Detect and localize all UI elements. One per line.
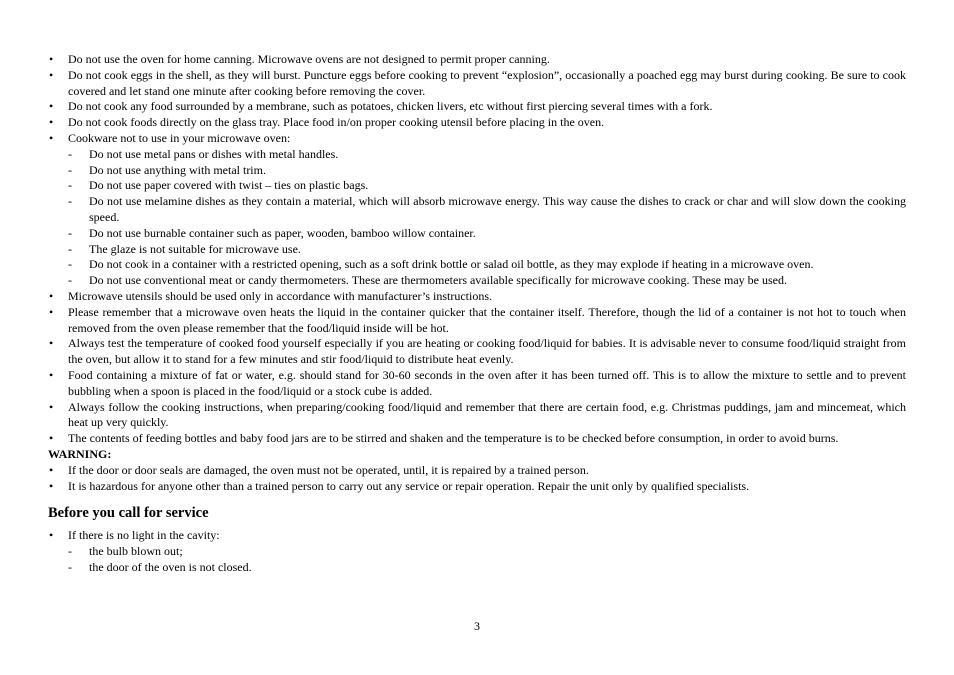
list-item-text: The contents of feeding bottles and baby food jars are to be stirred and shaken and the temperature is to be checked before consumption, in order to avoid burns.	[68, 431, 839, 446]
list-item-text: If there is no light in the cavity:	[68, 528, 220, 543]
bullet-icon: •	[49, 336, 54, 351]
list-item-text: Do not cook eggs in the shell, as they will burst. Puncture eggs before cooking to prevent “explosion”, occasionally a poached egg may burst during cooking. Be sure to cook covered and let stand one minute after cooking before removing the cover.	[68, 67, 906, 98]
sub-list-item	[48, 273, 906, 289]
list-item	[48, 368, 906, 400]
list-item-text: Please remember that a microwave oven heats the liquid in the container quicker that the container itself. Therefore, though the lid of a container is not hot to touch when removed from the oven please remember that the food/liquid inside will be hot.	[68, 304, 906, 335]
bullet-icon: •	[49, 478, 54, 493]
list-item-text: Always follow the cooking instructions, when preparing/cooking food/liquid and remember that there are certain food, e.g. Christmas puddings, jam and mincemeat, which heat up very quickly.	[68, 399, 906, 430]
list-item-text: Do not cook foods directly on the glass tray. Place food in/on proper cooking utensil before placing in the oven.	[68, 115, 605, 130]
sub-list-item	[48, 194, 906, 226]
bullet-icon: •	[49, 67, 54, 82]
list-item	[48, 431, 906, 447]
sub-list-item-text: the bulb blown out;	[89, 544, 183, 559]
list-item-text: Do not use the oven for home canning. Microwave ovens are not designed to permit proper canning.	[68, 52, 550, 66]
list-item-text: It is hazardous for anyone other than a trained person to carry out any service or repair operation. Repair the unit only by qualified specialists.	[68, 478, 750, 493]
bullet-icon: •	[49, 528, 54, 543]
list-item-text: Cookware not to use in your microwave oven:	[68, 130, 291, 145]
dash-icon: -	[68, 225, 72, 240]
cookware-list	[48, 147, 906, 289]
dash-icon: -	[68, 146, 72, 161]
list-item	[48, 479, 906, 495]
warning-list	[48, 463, 906, 495]
sub-list-item	[48, 560, 906, 576]
sub-list-item-text: The glaze is not suitable for microwave use.	[89, 241, 301, 256]
page-number: 3	[474, 619, 480, 633]
sub-list-item-text: Do not use paper covered with twist – ties on plastic bags.	[89, 178, 369, 193]
sub-list-item-text: Do not use melamine dishes as they contain a material, which will absorb microwave energy. This way cause the dishes to crack or char and will slow down the cooking speed.	[89, 194, 906, 224]
sub-list-item-text: Do not use anything with metal trim.	[89, 162, 266, 177]
sub-list-item	[48, 226, 906, 242]
precautions-list	[48, 52, 906, 147]
document-page	[48, 52, 906, 576]
sub-list-item	[48, 242, 906, 258]
bullet-icon: •	[49, 399, 54, 414]
dash-icon: -	[68, 194, 72, 209]
bullet-icon: •	[49, 288, 54, 303]
list-item-text: If the door or door seals are damaged, the oven must not be operated, until, it is repaired by a trained person.	[68, 462, 589, 477]
bullet-icon: •	[49, 115, 54, 130]
sub-list-item-text: Do not cook in a container with a restricted opening, such as a soft drink bottle or salad oil bottle, as they may explode if heating in a microwave oven.	[89, 257, 814, 272]
sub-list-item-text: the door of the oven is not closed.	[89, 559, 252, 574]
section-title: Before you call for service	[48, 505, 209, 522]
handling-list	[48, 289, 906, 447]
dash-icon: -	[68, 559, 72, 574]
sub-list-item	[48, 163, 906, 179]
bullet-icon: •	[49, 99, 54, 114]
list-item	[48, 52, 906, 68]
sub-list-item	[48, 257, 906, 273]
list-item-text: Food containing a mixture of fat or water, e.g. should stand for 30-60 seconds in the oven after it has been turned off. This is to allow the mixture to settle and to prevent bubbling when a spoon is placed in the food/liquid or a stock cube is added.	[68, 367, 906, 398]
dash-icon: -	[68, 178, 72, 193]
list-item	[48, 400, 906, 432]
list-item	[48, 463, 906, 479]
bullet-icon: •	[49, 367, 54, 382]
bullet-icon: •	[49, 431, 54, 446]
list-item-text: Do not cook any food surrounded by a membrane, such as potatoes, chicken livers, etc without first piercing several times with a fork.	[68, 99, 713, 114]
list-item	[48, 336, 906, 368]
list-item-text: Always test the temperature of cooked food yourself especially if you are heating or cooking food/liquid for babies. It is advisable never to consume food/liquid straight from the oven, but allow it to stand for a few minutes and stir food/liquid to distribute heat evenly.	[68, 336, 906, 367]
sub-list-item	[48, 544, 906, 560]
bullet-icon: •	[49, 462, 54, 477]
list-item	[48, 115, 906, 131]
service-sub-list	[48, 544, 906, 576]
dash-icon: -	[68, 241, 72, 256]
bullet-icon: •	[49, 52, 54, 66]
list-item-text: Microwave utensils should be used only in accordance with manufacturer’s instructions.	[68, 288, 493, 303]
bullet-icon: •	[49, 304, 54, 319]
dash-icon: -	[68, 257, 72, 272]
service-list	[48, 528, 906, 544]
dash-icon: -	[68, 544, 72, 559]
list-item	[48, 305, 906, 337]
list-item	[48, 99, 906, 115]
sub-list-item-text: Do not use burnable container such as paper, wooden, bamboo willow container.	[89, 225, 476, 240]
list-item	[48, 68, 906, 100]
dash-icon: -	[68, 162, 72, 177]
sub-list-item-text: Do not use metal pans or dishes with metal handles.	[89, 146, 339, 161]
sub-list-item	[48, 147, 906, 163]
sub-list-item-text: Do not use conventional meat or candy thermometers. These are thermometers available specifically for microwave cooking. These may be used.	[89, 273, 787, 288]
list-item	[48, 131, 906, 147]
warning-heading: WARNING:	[48, 446, 112, 461]
list-item	[48, 528, 906, 544]
dash-icon: -	[68, 273, 72, 288]
list-item	[48, 289, 906, 305]
sub-list-item	[48, 178, 906, 194]
bullet-icon: •	[49, 130, 54, 145]
